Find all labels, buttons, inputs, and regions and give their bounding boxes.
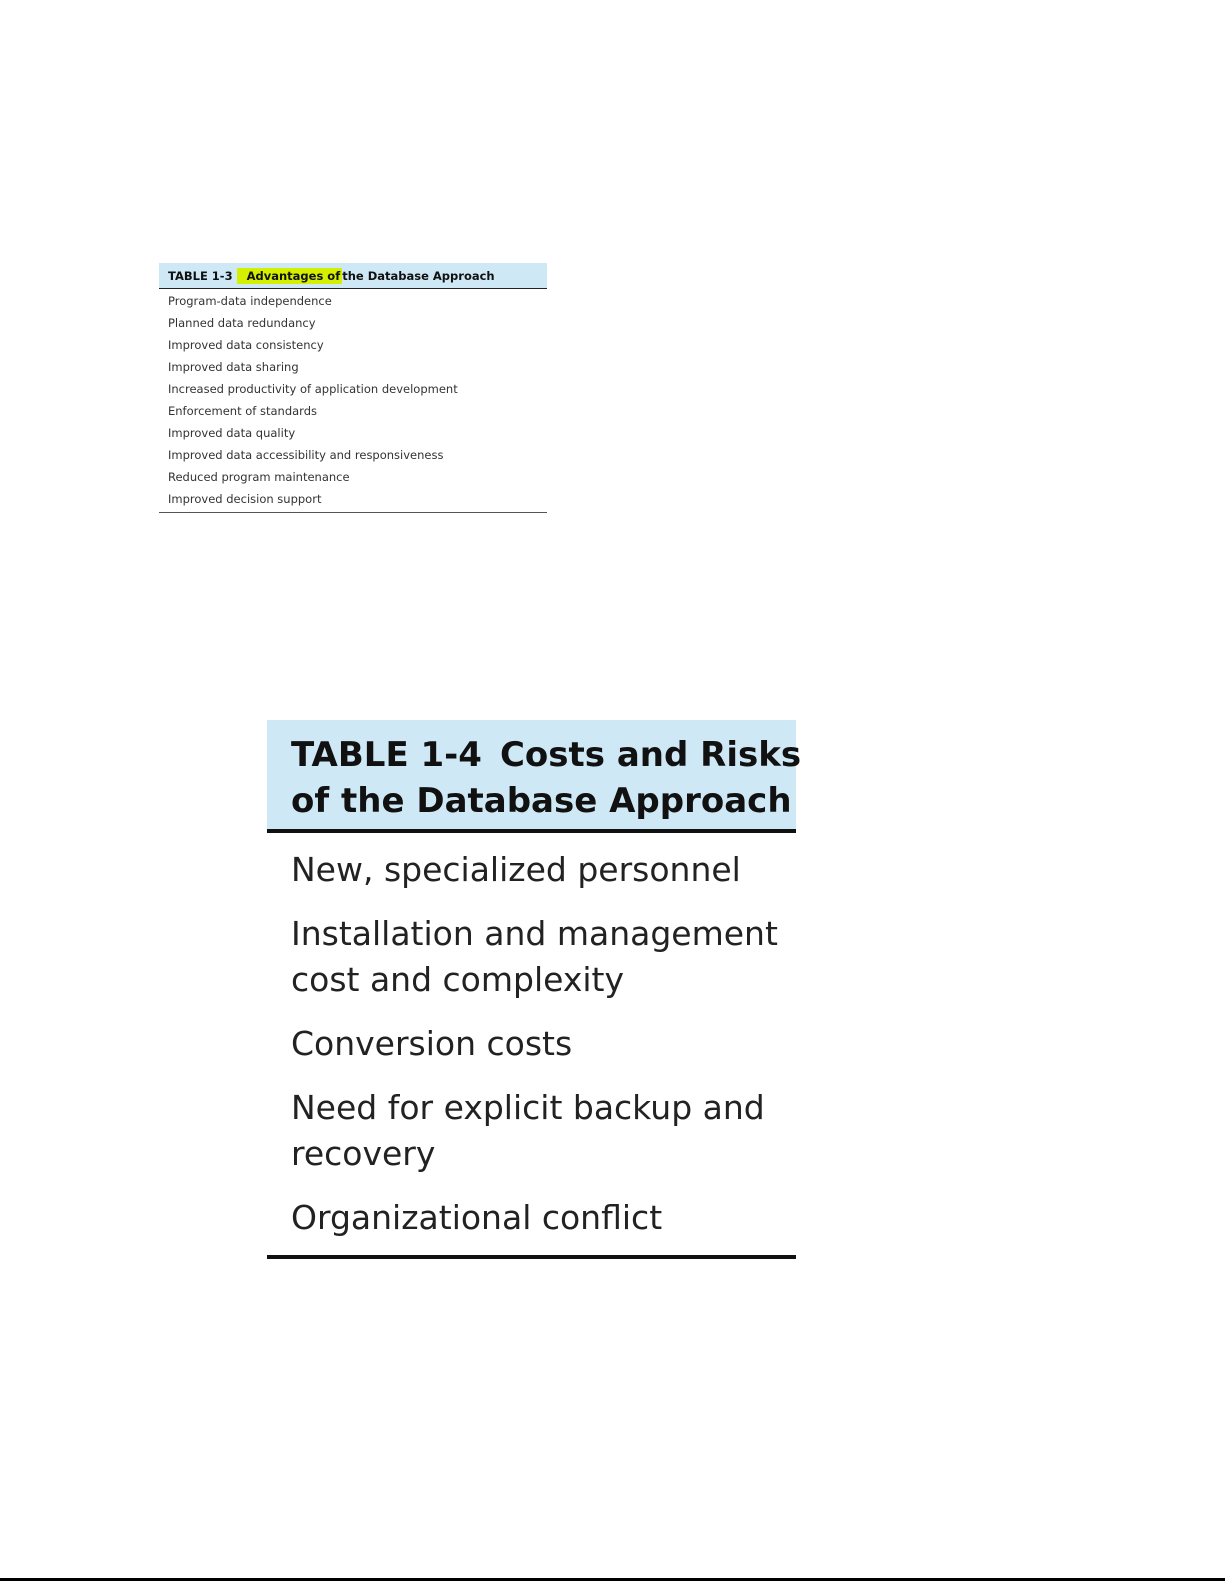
- list-item: Improved decision support: [168, 492, 322, 506]
- list-item: Program-data independence: [168, 294, 332, 308]
- list-item: Conversion costs: [291, 1024, 573, 1063]
- table-title-part-1: Costs and Risks: [499, 735, 802, 775]
- table-body: [267, 833, 796, 1259]
- list-item: Reduced program maintenance: [168, 470, 350, 484]
- table-advantages: [159, 263, 547, 513]
- list-item: Increased productivity of application development: [168, 382, 458, 396]
- list-item: Need for explicit backup and recovery: [291, 1088, 765, 1173]
- list-item: Improved data accessibility and responsiveness: [168, 448, 444, 462]
- list-item: Improved data consistency: [168, 338, 324, 352]
- table-header: [159, 263, 547, 289]
- table-number: TABLE 1-3: [168, 268, 233, 283]
- list-item: Improved data quality: [168, 426, 296, 440]
- page-bottom-rule: [0, 1578, 1225, 1581]
- list-item: Organizational conflict: [291, 1198, 663, 1237]
- table-header: [267, 720, 802, 833]
- list-item: Enforcement of standards: [168, 404, 317, 418]
- table-title-line-2: of the Database Approach: [291, 781, 792, 821]
- list-item: Improved data sharing: [168, 360, 299, 374]
- list-item: Installation and management cost and complexity: [291, 914, 778, 999]
- table-number: TABLE 1-4: [291, 735, 482, 775]
- highlighted-title-text: Advantages of: [237, 268, 343, 284]
- table-body: [159, 289, 547, 513]
- table-title-rest: the Database Approach: [342, 268, 495, 283]
- table-title-line-1: [291, 732, 802, 778]
- list-item: Planned data redundancy: [168, 316, 316, 330]
- table-costs-risks: [267, 720, 802, 1259]
- list-item: New, specialized personnel: [291, 850, 741, 889]
